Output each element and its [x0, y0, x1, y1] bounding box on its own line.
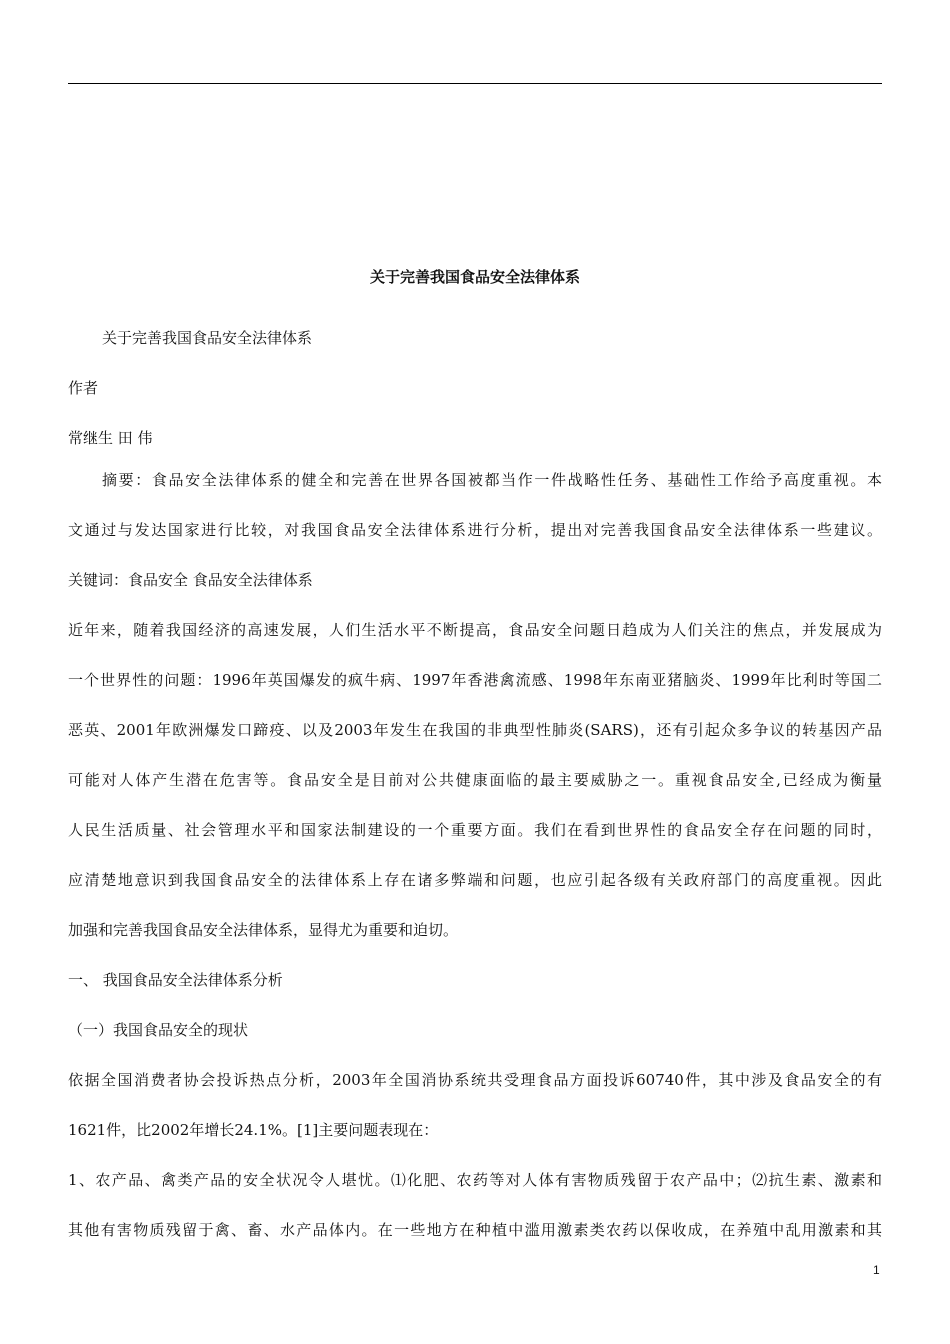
- paragraph-line: 1、农产品、禽类产品的安全状况令人堪忧。⑴化肥、农药等对人体有害物质残留于农产品中；⑵抗生素、激素和: [68, 1171, 882, 1189]
- paragraph-line: 加强和完善我国食品安全法律体系，显得尤为重要和迫切。: [68, 921, 459, 939]
- section-heading: 一、 我国食品安全法律体系分析: [68, 971, 283, 989]
- paragraph-line: 近年来，随着我国经济的高速发展，人们生活水平不断提高，食品安全问题日趋成为人们关注的焦点，并发展成为: [68, 621, 882, 639]
- author-names: 常继生 田 伟: [68, 429, 153, 447]
- paragraph-line: 恶英、2001年欧洲爆发口蹄疫、以及2003年发生在我国的非典型性肺炎(SARS)，还有引起众多争议的转基因产品: [68, 721, 882, 739]
- subtitle-line: 关于完善我国食品安全法律体系: [102, 329, 313, 347]
- subsection-heading: （一）我国食品安全的现状: [68, 1021, 249, 1039]
- header-rule: [68, 83, 882, 84]
- paragraph-line: 应清楚地意识到我国食品安全的法律体系上存在诸多弊端和问题，也应引起各级有关政府部门的高度重视。因此: [68, 871, 882, 889]
- page-number: 1: [873, 1263, 880, 1277]
- paragraph-line: 一个世界性的问题：1996年英国爆发的疯牛病、1997年香港禽流感、1998年东南亚猪脑炎、1999年比利时等国二: [68, 671, 882, 689]
- document-title: 关于完善我国食品安全法律体系: [369, 268, 580, 286]
- paragraph-line: 1621件，比2002年增长24.1%。[1]主要问题表现在：: [68, 1121, 439, 1139]
- keywords-line: 关键词：食品安全 食品安全法律体系: [68, 571, 313, 589]
- paragraph-line: 其他有害物质残留于禽、畜、水产品体内。在一些地方在种植中滥用激素类农药以保收成，在养殖中乱用激素和其: [68, 1221, 882, 1239]
- paragraph-line: 可能对人体产生潜在危害等。食品安全是目前对公共健康面临的最主要威胁之一。重视食品安全,已经成为衡量: [68, 771, 882, 789]
- paragraph-line: 人民生活质量、社会管理水平和国家法制建设的一个重要方面。我们在看到世界性的食品安全存在问题的同时，: [68, 821, 882, 839]
- paragraph-line: 依据全国消费者协会投诉热点分析，2003年全国消协系统共受理食品方面投诉60740件，其中涉及食品安全的有: [68, 1071, 882, 1089]
- abstract-line-1: 摘要：食品安全法律体系的健全和完善在世界各国被都当作一件战略性任务、基础性工作给予高度重视。本: [102, 471, 882, 489]
- author-label: 作者: [68, 379, 99, 397]
- abstract-line-2: 文通过与发达国家进行比较，对我国食品安全法律体系进行分析，提出对完善我国食品安全法律体系一些建议。: [68, 521, 882, 539]
